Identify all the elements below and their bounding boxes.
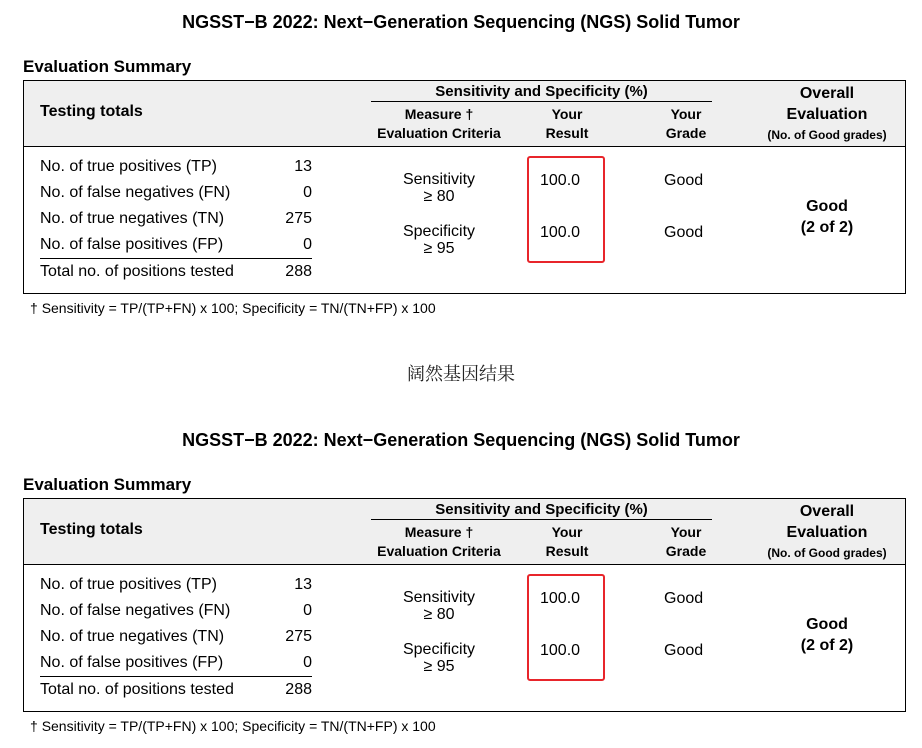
totals-label-fn: No. of false negatives (FN) bbox=[40, 602, 231, 619]
header-overall-line1: Overall bbox=[799, 85, 855, 102]
report-bottom bbox=[0, 418, 922, 748]
totals-value-fn: 0 bbox=[303, 184, 312, 201]
footnote bbox=[30, 718, 436, 734]
overall-count: (2 of 2) bbox=[800, 219, 854, 236]
section-title: Evaluation Summary bbox=[23, 57, 192, 76]
result-sensitivity: 100.0 bbox=[540, 172, 581, 189]
grade-sensitivity: Good bbox=[664, 172, 704, 189]
header-overall-line3: (No. of Good grades) bbox=[767, 546, 887, 560]
header-divider-line bbox=[371, 519, 712, 520]
result-highlight-box bbox=[527, 156, 605, 263]
report-top bbox=[0, 0, 922, 330]
totals-underline bbox=[40, 258, 312, 259]
report-title: NGSST−B 2022: Next−Generation Sequencing (NGS) Solid Tumor bbox=[182, 12, 740, 32]
table-header bbox=[24, 499, 905, 565]
header-overall bbox=[747, 501, 907, 564]
header-measure-line1: Measure † bbox=[404, 106, 474, 122]
dagger-icon: † bbox=[30, 718, 38, 734]
measure-sensitivity bbox=[379, 589, 499, 623]
header-sens-spec: Sensitivity and Specificity (%) bbox=[435, 83, 648, 100]
totals-label-tp: No. of true positives (TP) bbox=[40, 158, 217, 175]
header-overall-line1: Overall bbox=[799, 503, 855, 520]
section-title: Evaluation Summary bbox=[23, 475, 192, 494]
totals-label-total: Total no. of positions tested bbox=[40, 263, 234, 280]
header-grade-line1: Your bbox=[670, 524, 702, 540]
measure-specificity-name: Specificity bbox=[402, 223, 476, 240]
totals-label-tn: No. of true negatives (TN) bbox=[40, 628, 225, 645]
header-result bbox=[530, 523, 604, 561]
measure-sensitivity-name: Sensitivity bbox=[402, 171, 476, 188]
totals-value-fn: 0 bbox=[303, 602, 312, 619]
header-overall-line2: Evaluation bbox=[786, 524, 868, 541]
measure-sensitivity-name: Sensitivity bbox=[402, 589, 476, 606]
overall-evaluation bbox=[747, 196, 907, 238]
header-sens-spec: Sensitivity and Specificity (%) bbox=[435, 501, 648, 518]
totals-value-tp: 13 bbox=[294, 158, 312, 175]
header-result-line2: Result bbox=[545, 125, 589, 141]
totals-label-tn: No. of true negatives (TN) bbox=[40, 210, 225, 227]
measure-specificity-criteria: ≥ 95 bbox=[423, 240, 455, 257]
header-result bbox=[530, 105, 604, 143]
totals-value-fp: 0 bbox=[303, 236, 312, 253]
footnote-text: Sensitivity = TP/(TP+FN) x 100; Specificity = TN/(TN+FP) x 100 bbox=[41, 718, 436, 734]
overall-grade: Good bbox=[806, 198, 848, 215]
totals-label-fn: No. of false negatives (FN) bbox=[40, 184, 231, 201]
table-header bbox=[24, 81, 905, 147]
separator-caption: 阔然基因结果 bbox=[407, 364, 515, 385]
footnote bbox=[30, 300, 436, 316]
result-specificity: 100.0 bbox=[540, 224, 581, 241]
overall-count: (2 of 2) bbox=[800, 637, 854, 654]
totals-value-total: 288 bbox=[285, 681, 312, 698]
header-grade-line2: Grade bbox=[665, 543, 707, 559]
measure-specificity-name: Specificity bbox=[402, 641, 476, 658]
header-divider-line bbox=[371, 101, 712, 102]
header-result-line1: Your bbox=[551, 524, 583, 540]
totals-underline bbox=[40, 676, 312, 677]
header-testing-totals: Testing totals bbox=[40, 103, 143, 120]
overall-grade: Good bbox=[806, 616, 848, 633]
evaluation-summary-table bbox=[23, 498, 906, 712]
header-grade-line1: Your bbox=[670, 106, 702, 122]
totals-label-total: Total no. of positions tested bbox=[40, 681, 234, 698]
dagger-icon: † bbox=[30, 300, 38, 316]
header-grade-line2: Grade bbox=[665, 125, 707, 141]
result-specificity: 100.0 bbox=[540, 642, 581, 659]
result-sensitivity: 100.0 bbox=[540, 590, 581, 607]
totals-label-tp: No. of true positives (TP) bbox=[40, 576, 217, 593]
measure-sensitivity-criteria: ≥ 80 bbox=[423, 188, 455, 205]
header-testing-totals: Testing totals bbox=[40, 521, 143, 538]
result-highlight-box bbox=[527, 574, 605, 681]
header-overall bbox=[747, 83, 907, 146]
totals-value-fp: 0 bbox=[303, 654, 312, 671]
measure-specificity bbox=[379, 223, 499, 257]
overall-evaluation bbox=[747, 614, 907, 656]
grade-specificity: Good bbox=[664, 642, 704, 659]
totals-value-total: 288 bbox=[285, 263, 312, 280]
header-measure-line2: Evaluation Criteria bbox=[377, 543, 501, 559]
header-overall-line3: (No. of Good grades) bbox=[767, 128, 887, 142]
header-result-line1: Your bbox=[551, 106, 583, 122]
measure-sensitivity-criteria: ≥ 80 bbox=[423, 606, 455, 623]
totals-value-tp: 13 bbox=[294, 576, 312, 593]
measure-specificity bbox=[379, 641, 499, 675]
measure-specificity-criteria: ≥ 95 bbox=[423, 658, 455, 675]
header-overall-line2: Evaluation bbox=[786, 106, 868, 123]
header-grade bbox=[649, 523, 723, 561]
evaluation-summary-table bbox=[23, 80, 906, 294]
totals-label-fp: No. of false positives (FP) bbox=[40, 654, 224, 671]
totals-value-tn: 275 bbox=[285, 210, 312, 227]
header-measure-line2: Evaluation Criteria bbox=[377, 125, 501, 141]
totals-value-tn: 275 bbox=[285, 628, 312, 645]
header-measure-line1: Measure † bbox=[404, 524, 474, 540]
header-result-line2: Result bbox=[545, 543, 589, 559]
header-measure bbox=[364, 105, 514, 143]
totals-label-fp: No. of false positives (FP) bbox=[40, 236, 224, 253]
grade-specificity: Good bbox=[664, 224, 704, 241]
header-grade bbox=[649, 105, 723, 143]
grade-sensitivity: Good bbox=[664, 590, 704, 607]
header-measure bbox=[364, 523, 514, 561]
footnote-text: Sensitivity = TP/(TP+FN) x 100; Specificity = TN/(TN+FP) x 100 bbox=[41, 300, 436, 316]
report-title: NGSST−B 2022: Next−Generation Sequencing (NGS) Solid Tumor bbox=[182, 430, 740, 450]
measure-sensitivity bbox=[379, 171, 499, 205]
